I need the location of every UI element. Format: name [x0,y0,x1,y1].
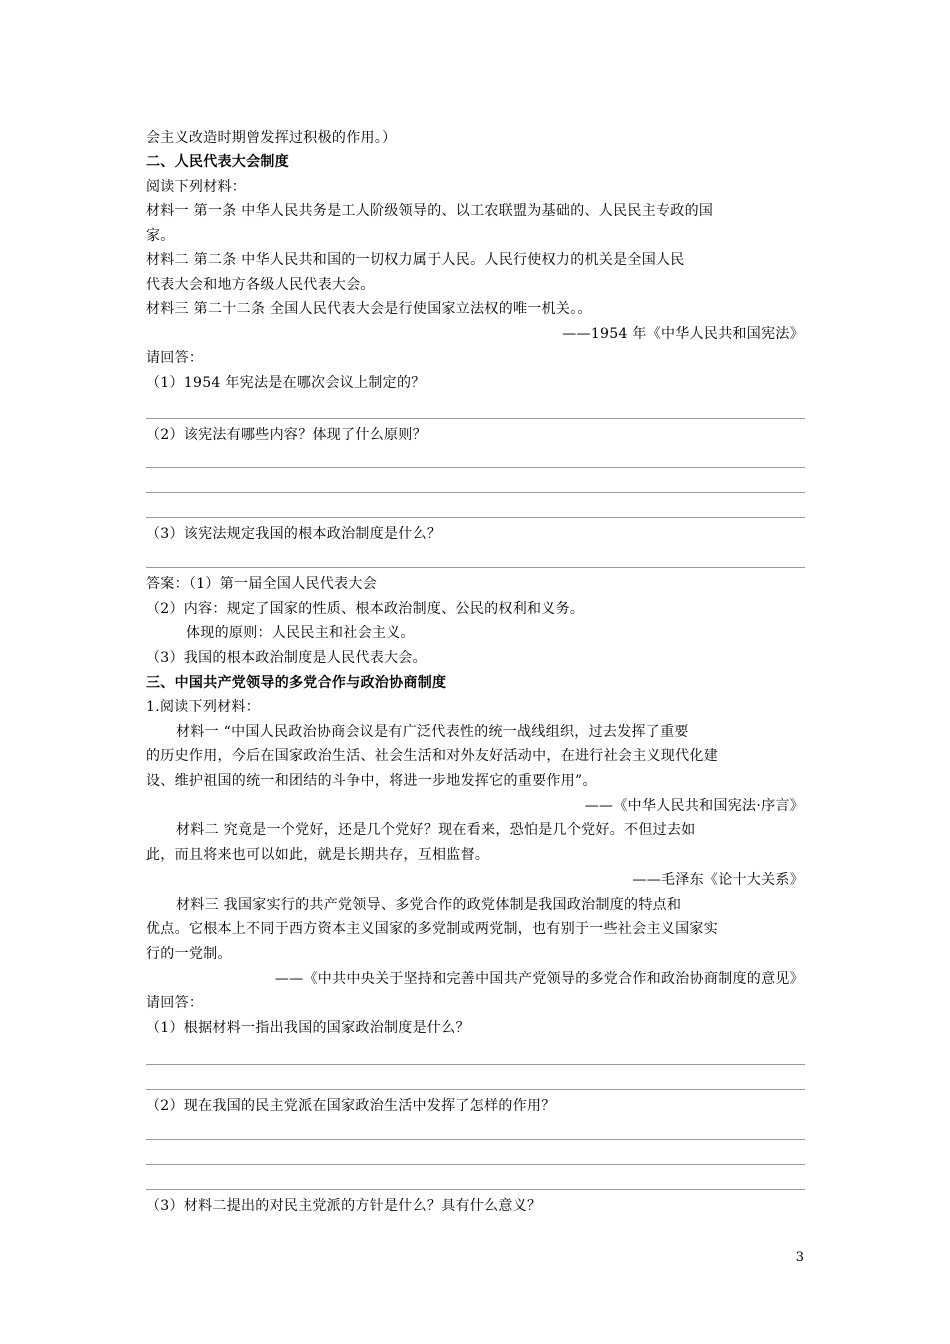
answer-line[interactable] [146,418,805,419]
section3-ask: 请回答： [146,995,204,1011]
answer-line[interactable] [146,1089,805,1090]
section3-material3-source: ——《中共中央关于坚持和完善中国共产党领导的多党合作和政治协商制度的意见》 [274,971,804,987]
section2-material1-line1: 材料一 第一条 中华人民共务是工人阶级领导的、以工农联盟为基础的、人民民主专政的国 [146,203,714,219]
section2-material2-line1: 材料二 第二条 中华人民共和国的一切权力属于人民。人民行使权力的机关是全国人民 [146,252,685,268]
section3-material3-line1: 材料三 我国家实行的共产党领导、多党合作的政党体制是我国政治制度的特点和 [176,897,682,913]
section3-material2-line2: 此，而且将来也可以如此，就是长期共存，互相监督。 [146,847,490,863]
answer-line[interactable] [146,517,805,518]
section3-material2-line1: 材料二 究竟是一个党好，还是几个党好？现在看来，恐怕是几个党好。不但过去如 [176,822,696,838]
answer-line[interactable] [146,492,805,493]
section3-material1-line3: 设、维护祖国的统一和团结的斗争中，将进一步地发挥它的重要作用”。 [146,773,597,789]
section2-material2-line2: 代表大会和地方各级人民代表大会。 [146,277,375,293]
page-number: 3 [795,1250,804,1265]
section3-material3-line3: 行的一党制。 [146,946,232,962]
answer-line[interactable] [146,1164,805,1165]
answer-line[interactable] [146,1139,805,1140]
answer-line[interactable] [146,1189,805,1190]
section3-question-3: （3）材料二提出的对民主党派的方针是什么？具有什么意义？ [146,1198,542,1214]
section3-material1-line2: 的历史作用，今后在国家政治生活、社会生活和对外友好活动中，在进行社会主义现代化建 [146,748,718,764]
section2-ask: 请回答： [146,350,204,366]
section2-read-prompt: 阅读下列材料： [146,179,247,195]
section3-material2-source: ——毛泽东《论十大关系》 [632,872,804,888]
answer-line[interactable] [146,567,805,568]
section2-question-1: （1）1954 年宪法是在哪次会议上制定的？ [146,375,426,391]
section2-question-2: （2）该宪法有哪些内容？体现了什么原则？ [146,427,427,443]
section2-answer-line4: （3）我国的根本政治制度是人民代表大会。 [146,650,427,666]
section3-material3-line2: 优点。它根本上不同于西方资本主义国家的多党制或两党制，也有别于一些社会主义国家实 [146,921,718,937]
section3-heading: 三、中国共产党领导的多党合作与政治协商制度 [146,675,447,691]
section3-question-2: （2）现在我国的民主党派在国家政治生活中发挥了怎样的作用？ [146,1098,556,1114]
intro-line: 会主义改造时期曾发挥过积极的作用。） [146,130,397,146]
section3-material1-line1: 材料一 “中国人民政治协商会议是有广泛代表性的统一战线组织，过去发挥了重要 [176,724,689,740]
section2-heading: 二、人民代表大会制度 [146,154,289,170]
section2-material3: 材料三 第二十二条 全国人民代表大会是行使国家立法权的唯一机关。。 [146,301,592,317]
section2-question-3: （3）该宪法规定我国的根本政治制度是什么？ [146,526,442,542]
section3-material1-source: ——《中华人民共和国宪法·序言》 [584,798,804,814]
section3-read-prompt: 1.阅读下列材料： [146,699,261,715]
section3-question-1: （1）根据材料一指出我国的国家政治制度是什么？ [146,1020,470,1036]
answer-line[interactable] [146,1064,805,1065]
answer-line[interactable] [146,467,805,468]
section2-answer-line2: （2）内容：规定了国家的性质、根本政治制度、公民的权利和义务。 [146,601,585,617]
section2-source: ——1954 年《中华人民共和国宪法》 [562,326,804,342]
section2-answer-line3: 体现的原则：人民民主和社会主义。 [186,625,415,641]
section2-material1-line2: 家。 [146,228,175,244]
section2-answer-line1: 答案：（1）第一届全国人民代表大会 [146,576,378,592]
